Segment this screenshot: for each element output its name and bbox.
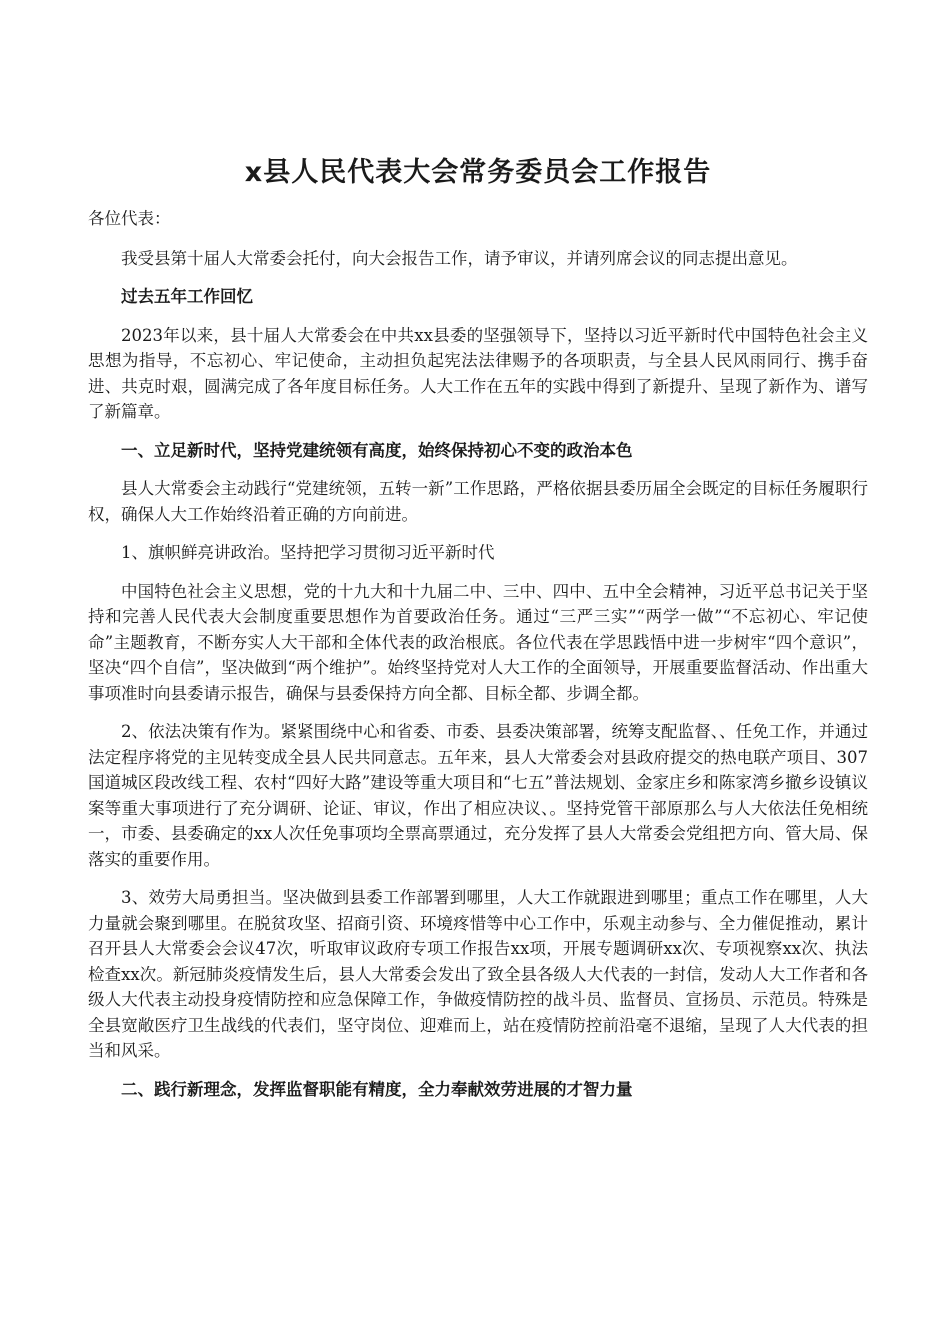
review-paragraph: 2023年以来，县十届人大常委会在中共xx县委的坚强领导下，坚持以习近平新时代中国特色社会主义思想为指导，不忘初心、牢记使命，主动担负起宪法法律赐予的各项职责，与全县人民风雨同行、携手奋进、共克时艰，圆满完成了各年度目标任务。人大工作在五年的实践中得到了新提升、呈现了新作为、谱写了新篇章。 <box>88 325 868 421</box>
heading-two: 二、践行新理念，发挥监督职能有精度，全力奉献效劳进展的才智力量 <box>121 1079 633 1099</box>
document-title: x县人民代表大会常务委员会工作报告 <box>244 157 712 188</box>
intro-paragraph: 我受县第十届人大常委会托付，向大会报告工作，请予审议，并请列席会议的同志提出意见。 <box>121 248 798 268</box>
item-three-paragraph: 3、效劳大局勇担当。坚决做到县委工作部署到哪里，人大工作就跟进到哪里；重点工作在哪里，人大力量就会聚到哪里。在脱贫攻坚、招商引资、环境疼惜等中心工作中，乐观主动参与、全力催促推动，累计召开县人大常委会会议47次，听取审议政府专项工作报告xx项，开展专题调研xx次、专项视察xx次、执法检查xx次。新冠肺炎疫情发生后，县人大常委会发出了致全县各级人大代表的一封信，发动人大工作者和各级人大代表主动投身疫情防控和应急保障工作，争做疫情防控的战斗员、监督员、宣扬员、示范员。特殊是全县宽敞医疗卫生战线的代表们，坚守岗位、迎难而上，站在疫情防控前沿毫不退缩，呈现了人大代表的担当和风采。 <box>88 888 868 1060</box>
item-one-title: 1、旗帜鲜亮讲政治。坚持把学习贯彻习近平新时代 <box>121 543 495 562</box>
item-one-paragraph: 中国特色社会主义思想，党的十九大和十九届二中、三中、四中、五中全会精神，习近平总书记关于坚持和完善人民代表大会制度重要思想作为首要政治任务。通过“三严三实”“两学一做”“不忘初心、牢记使命”主题教育，不断夯实人大干部和全体代表的政治根底。各位代表在学思践悟中进一步树牢“四个意识”，坚决“四个自信”，坚决做到“两个维护”。始终坚持党对人大工作的全面领导，开展重要监督活动、作出重大事项准时向县委请示报告，确保与县委保持方向全都、目标全都、步调全都。 <box>88 581 868 703</box>
document-page <box>88 150 868 1115</box>
item-two-paragraph: 2、依法决策有作为。紧紧围绕中心和省委、市委、县委决策部署，统筹支配监督、、任免工作，并通过法定程序将党的主见转变成全县人民共同意志。五年来，县人大常委会对县政府提交的热电联产项目、307国道城区段改线工程、农村“四好大路”建设等重大项目和“七五”普法规划、金家庄乡和陈家湾乡撤乡设镇议案等重大事项进行了充分调研、论证、审议，作出了相应决议、。坚持党管干部原那么与人大依法任免相统一，市委、县委确定的xx人次任免事项均全票高票通过，充分发挥了县人大常委会党组把方向、管大局、保落实的重要作用。 <box>88 722 868 869</box>
heading-one-paragraph: 县人大常委会主动践行“党建统领，五转一新”工作思路，严格依据县委历届全会既定的目标任务履职行权，确保人大工作始终沿着正确的方向前进。 <box>88 479 868 524</box>
salutation: 各位代表： <box>88 209 171 228</box>
section-review-heading: 过去五年工作回忆 <box>121 287 253 306</box>
heading-one: 一、立足新时代，坚持党建统领有高度，始终保持初心不变的政治本色 <box>121 440 633 460</box>
